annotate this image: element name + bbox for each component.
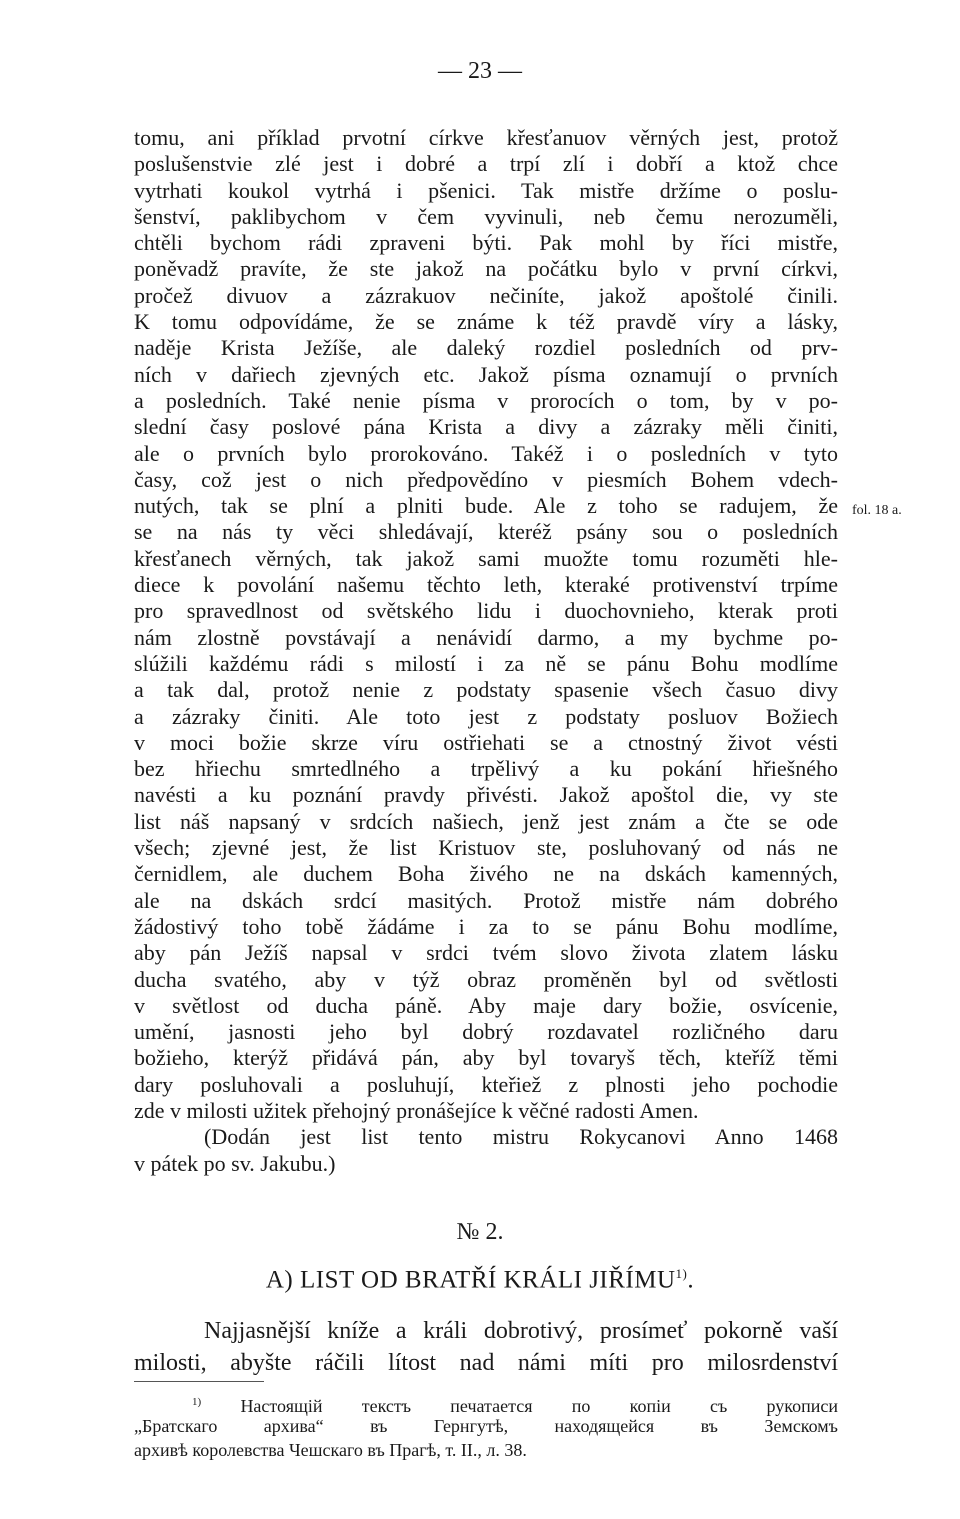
intro-line: Najjasnější kníže a králi dobrotivý, prosímeť pokorně vaší <box>204 1318 838 1344</box>
body-line: ních v dařiech zjevných etc. Jakož písma oznamují o prvních <box>134 361 838 387</box>
body-line: žádostivý toho tobě žádáme i za to se pánu Bohu modlíme, <box>134 913 838 939</box>
footnote-line <box>134 1390 838 1414</box>
page-number: — 23 — <box>438 58 522 84</box>
body-line: časy, což jest o nich předpovědíno v piesmích Bohem vdech- <box>134 466 838 492</box>
delivery-note-line: (Dodán jest list tento mistru Rokycanovi Anno 1468 <box>204 1124 838 1150</box>
body-line: chtěli bychom rádi zpraveni býti. Pak mohl by říci mistře, <box>134 230 838 256</box>
body-line: zde v milosti užitek přehojný pronášejíce k věčné radosti Amen. <box>134 1097 699 1123</box>
footnote-divider <box>134 1381 264 1382</box>
body-line: poslušenstvie zlé jest i dobré a trpí zlí i dobří a ktož chce <box>134 151 838 177</box>
footnote-marker: 1) <box>192 1396 202 1408</box>
body-line: křesťanech věrných, tak jakož sami muožte tomu rozuměti hle- <box>134 545 838 571</box>
body-line: šenství, paklibychom v čem vyvinuli, neb čemu nerozuměli, <box>134 203 838 229</box>
body-line: vytrhati koukol vytrhá i pšenici. Tak mistře držíme o poslu- <box>134 177 838 203</box>
footnote-reference: 1) <box>675 1266 688 1281</box>
body-line: ale na dskách srdcí masitých. Protož mistře nám dobrého <box>134 887 838 913</box>
intro-line: milosti, abyšte ráčili lítost nad námi míti pro milosrdenství <box>134 1350 838 1376</box>
body-line: bez hřiechu smrtedlného a trpělivý a ku pokání hřiešného <box>134 756 838 782</box>
document-title: A) LIST OD BRATŘÍ KRÁLI JIŘÍMU$^{1)}$. <box>265 1266 695 1294</box>
body-line: dary posluhovali a posluhují, kteřiež z plnosti jeho pochodie <box>134 1071 838 1097</box>
footnotes <box>134 1390 838 1462</box>
letter-intro <box>134 1315 838 1379</box>
document-title-text: A) LIST OD BRATŘÍ KRÁLI JIŘÍMU <box>265 1266 676 1294</box>
body-line: ale o prvních bylo prorokováno. Takéž i o posledních v tyto <box>134 440 838 466</box>
body-line: poněvadž pravíte, že ste jakož na počátku bylo v první církvi, <box>134 256 838 282</box>
body-line: aby pán Ježíš napsal v srdci tvém slovo života zlatem lásku <box>134 940 838 966</box>
body-line: naděje Krista Ježíše, ale daleký rozdiel posledních od prv- <box>134 335 838 361</box>
document-number: № 2. <box>456 1219 504 1245</box>
body-line: pro spravedlnost od světského lidu i duochovnieho, kterak proti <box>134 598 838 624</box>
body-line: nám zlostně povstávají a nenávidí darmo, a my bychme po- <box>134 624 838 650</box>
body-line: božieho, kterýž přidává pán, aby byl tovaryš těch, kteříž těmi <box>134 1045 838 1071</box>
letter-body <box>134 125 838 1177</box>
body-line: K tomu odpovídáme, že se známe k též pravdě víry a lásky, <box>134 309 838 335</box>
body-line: a zázraky činiti. Ale toto jest z podstaty posluov Božiech <box>134 703 838 729</box>
body-line: diece k povolání našemu těchto leth, kteraké protivenství trpíme <box>134 572 838 598</box>
body-line: v moci božie skrze víru ostřiehati se a ctnostný život vésti <box>134 729 838 755</box>
body-line: tomu, ani příklad prvotní církve křesťanuov věrných jest, protož <box>134 125 838 150</box>
body-line: list náš napsaný v srdcích našiech, jenž jest znám a čte se ode <box>134 808 838 834</box>
body-line: v světlost od ducha páně. Aby maje dary božie, osvícenie, <box>134 992 838 1018</box>
folio-margin-note: fol. 18 a. <box>852 503 902 518</box>
body-line: nutých, tak se plní a plniti bude. Ale z toho se radujem, že <box>134 493 838 519</box>
body-line: navésti a ku poznání pravdy přivésti. Jakož apoštol die, vy ste <box>134 782 838 808</box>
body-line: všech; zjevné jest, že list Kristuov ste, posluhovaný od nás ne <box>134 835 838 861</box>
body-line: slední časy poslové pána Krista a divy a zázraky měli činiti, <box>134 414 838 440</box>
body-line: se na nás ty věci shledávají, kteréž psány sou o posledních <box>134 519 838 545</box>
delivery-note-line: v pátek po sv. Jakubu.) <box>134 1150 336 1176</box>
footnote-line: „Братскаго архива“ въ Гернгутѣ, находящейся въ Земскомъ <box>134 1416 838 1436</box>
footnote-text: Настоящій текстъ печатается по копіи съ рукописи <box>240 1396 839 1416</box>
footnote-line: архивѣ королевства Чешскаго въ Прагѣ, т. II., л. 38. <box>134 1440 527 1460</box>
body-line: ducha svatého, aby v týž obraz proměněn byl od světlosti <box>134 966 838 992</box>
body-line: a tak dal, protož nenie z podstaty spasenie všech časuo divy <box>134 677 838 703</box>
body-line: pročež divuov a zázrakuov nečiníte, jakož apoštolé činili. <box>134 282 838 308</box>
body-line: černidlem, ale duchem Boha živého ne na dskách kamenných, <box>134 861 838 887</box>
body-line: a posledních. Také nenie písma v prorocích o tom, by v po- <box>134 387 838 413</box>
body-line: umění, jasnosti jeho byl dobrý rozdavatel rozličného daru <box>134 1019 838 1045</box>
body-line: slúžili každému rádi s milostí i za ně se pánu Bohu modlíme <box>134 650 838 676</box>
